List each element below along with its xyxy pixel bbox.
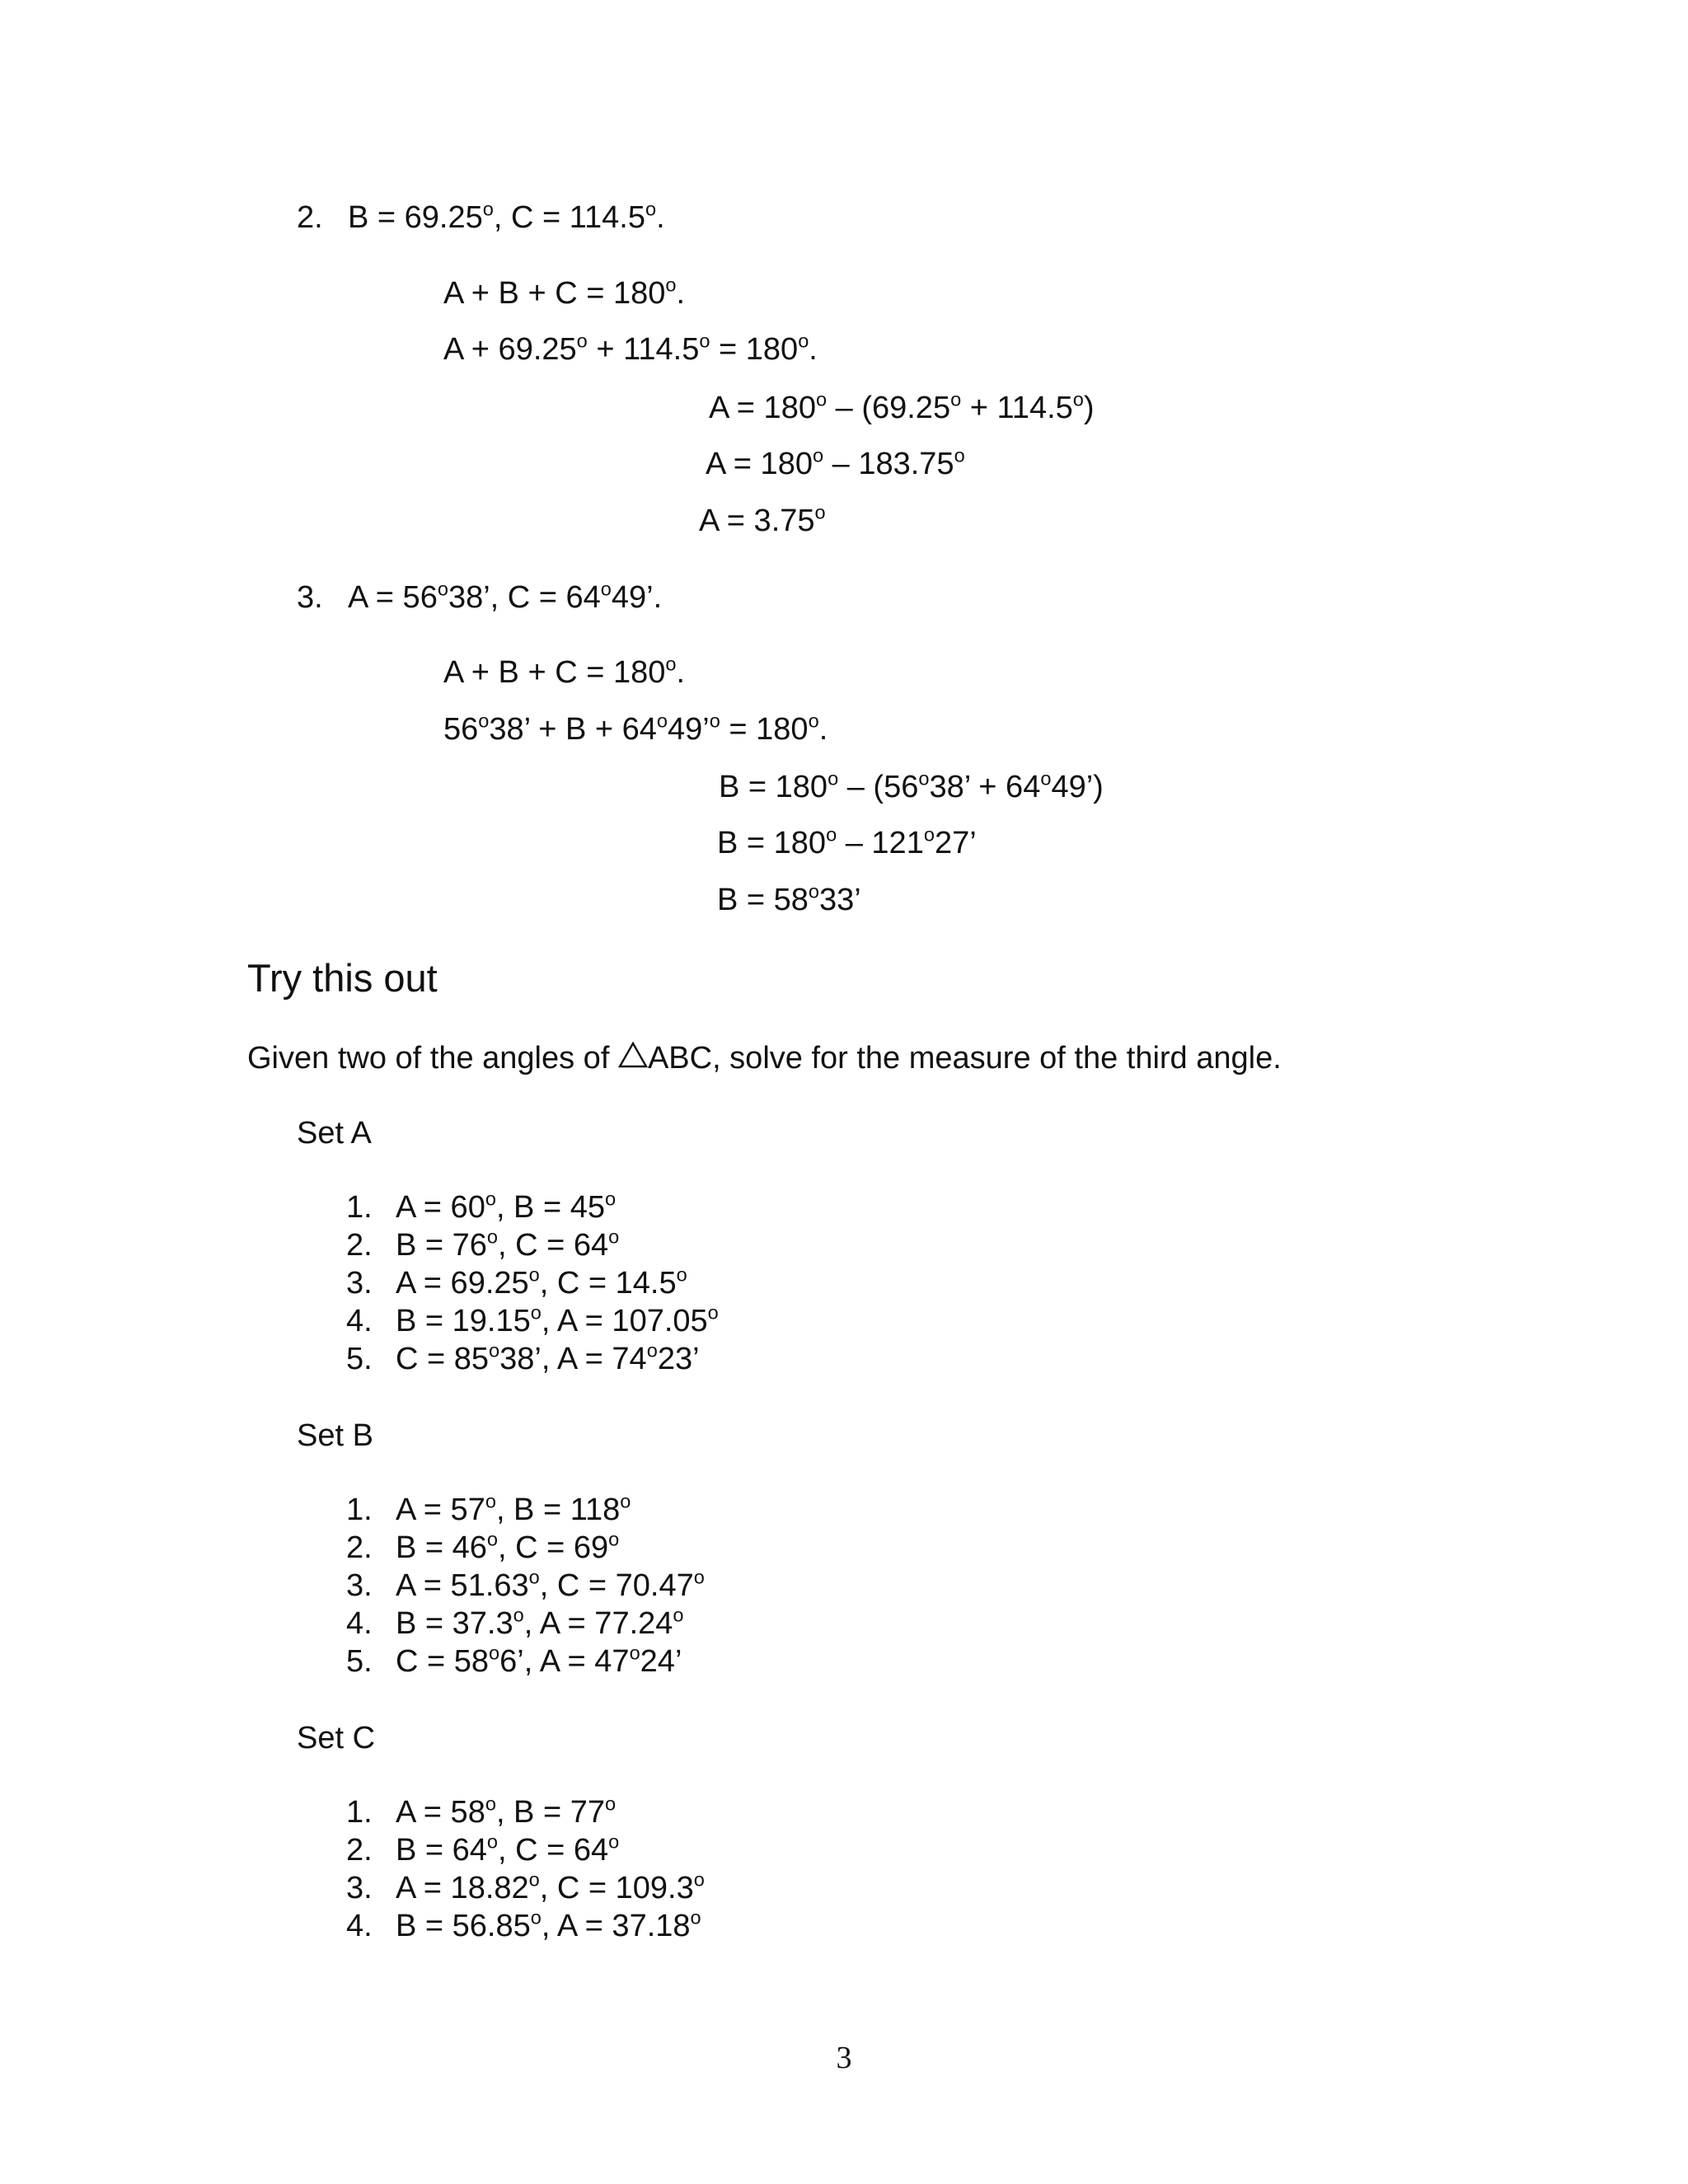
list-item: 3. $A = 18.82^o$, $C = 109.3^o$	[346, 1868, 705, 1905]
section-heading: Try this out	[247, 956, 438, 1000]
example-given-text: $A = 56^o38$’, $C = 64^o49$’.	[348, 578, 663, 615]
list-item: 1. $A = 60^o$, $B = 45^o$	[346, 1188, 617, 1225]
example-3-step-5: $B = 58^o33$’	[717, 880, 861, 917]
list-item: 2. $B = 76^o$, $C = 64^o$	[346, 1226, 620, 1263]
list-item: 3. $A = 69.25^o$, $C = 14.5^o$	[346, 1263, 687, 1301]
example-3-step-1: $A + B + C = 180^o$.	[443, 653, 686, 690]
example-2-step-4: $A = 180^o - 183.75^o$	[706, 444, 965, 481]
list-item: 4. $B = 56.85^o$, $A = 37.18^o$	[346, 1906, 701, 1943]
example-number: 3.	[297, 580, 323, 615]
triangle-icon	[618, 1042, 648, 1068]
set-label: Set C	[297, 1721, 376, 1755]
example-3-step-4: $B = 180^o - 121^o27$’	[717, 823, 977, 860]
instruction-text	[247, 1042, 1282, 1074]
list-item: 5. $C = 58^o6$’, $A = 47^o24$’	[346, 1642, 682, 1679]
list-item: 4. $B = 19.15^o$, $A = 107.05^o$	[346, 1301, 719, 1338]
instruction-after: ABC, solve for the measure of the third angle.	[647, 1041, 1282, 1076]
list-item: 2. $B = 46^o$, $C = 69^o$	[346, 1528, 620, 1565]
list-item: 4. $B = 37.3^o$, $A = 77.24^o$	[346, 1604, 684, 1641]
example-number: 2.	[297, 200, 323, 235]
example-3-step-2: $56^o38$’ + $B + 64^o49’^o = 180^o$.	[443, 710, 828, 747]
example-given-text: $B = 69.25^o$, $C = 114.5^o$.	[348, 198, 665, 235]
list-item: 1. $A = 57^o$, $B = 118^o$	[346, 1490, 631, 1527]
set-label: Set A	[297, 1116, 372, 1151]
set-label: Set B	[297, 1418, 373, 1453]
page-number: 3	[836, 2041, 852, 2075]
example-2-step-1: $A + B + C = 180^o$.	[443, 274, 686, 311]
example-3-given	[297, 578, 663, 615]
list-item: 5. $C = 85^o38$’, $A = 74^o23$’	[346, 1339, 700, 1376]
example-2-step-3: $A = 180^o - (69.25^o + 114.5^o)$	[709, 388, 1095, 425]
instruction-before: Given two of the angles of	[247, 1041, 618, 1076]
list-item: 1. $A = 58^o$, $B = 77^o$	[346, 1793, 617, 1830]
example-2-given	[297, 198, 665, 235]
example-3-step-3: $B = 180^o - (56^o38$’ + $64^o49$’)	[719, 767, 1104, 804]
example-2-step-2: $A + 69.25^o + 114.5^o = 180^o$.	[443, 330, 818, 367]
list-item: 3. $A = 51.63^o$, $C = 70.47^o$	[346, 1566, 705, 1603]
example-2-step-5: $A = 3.75^o$	[699, 501, 826, 538]
list-item: 2. $B = 64^o$, $C = 64^o$	[346, 1830, 620, 1868]
